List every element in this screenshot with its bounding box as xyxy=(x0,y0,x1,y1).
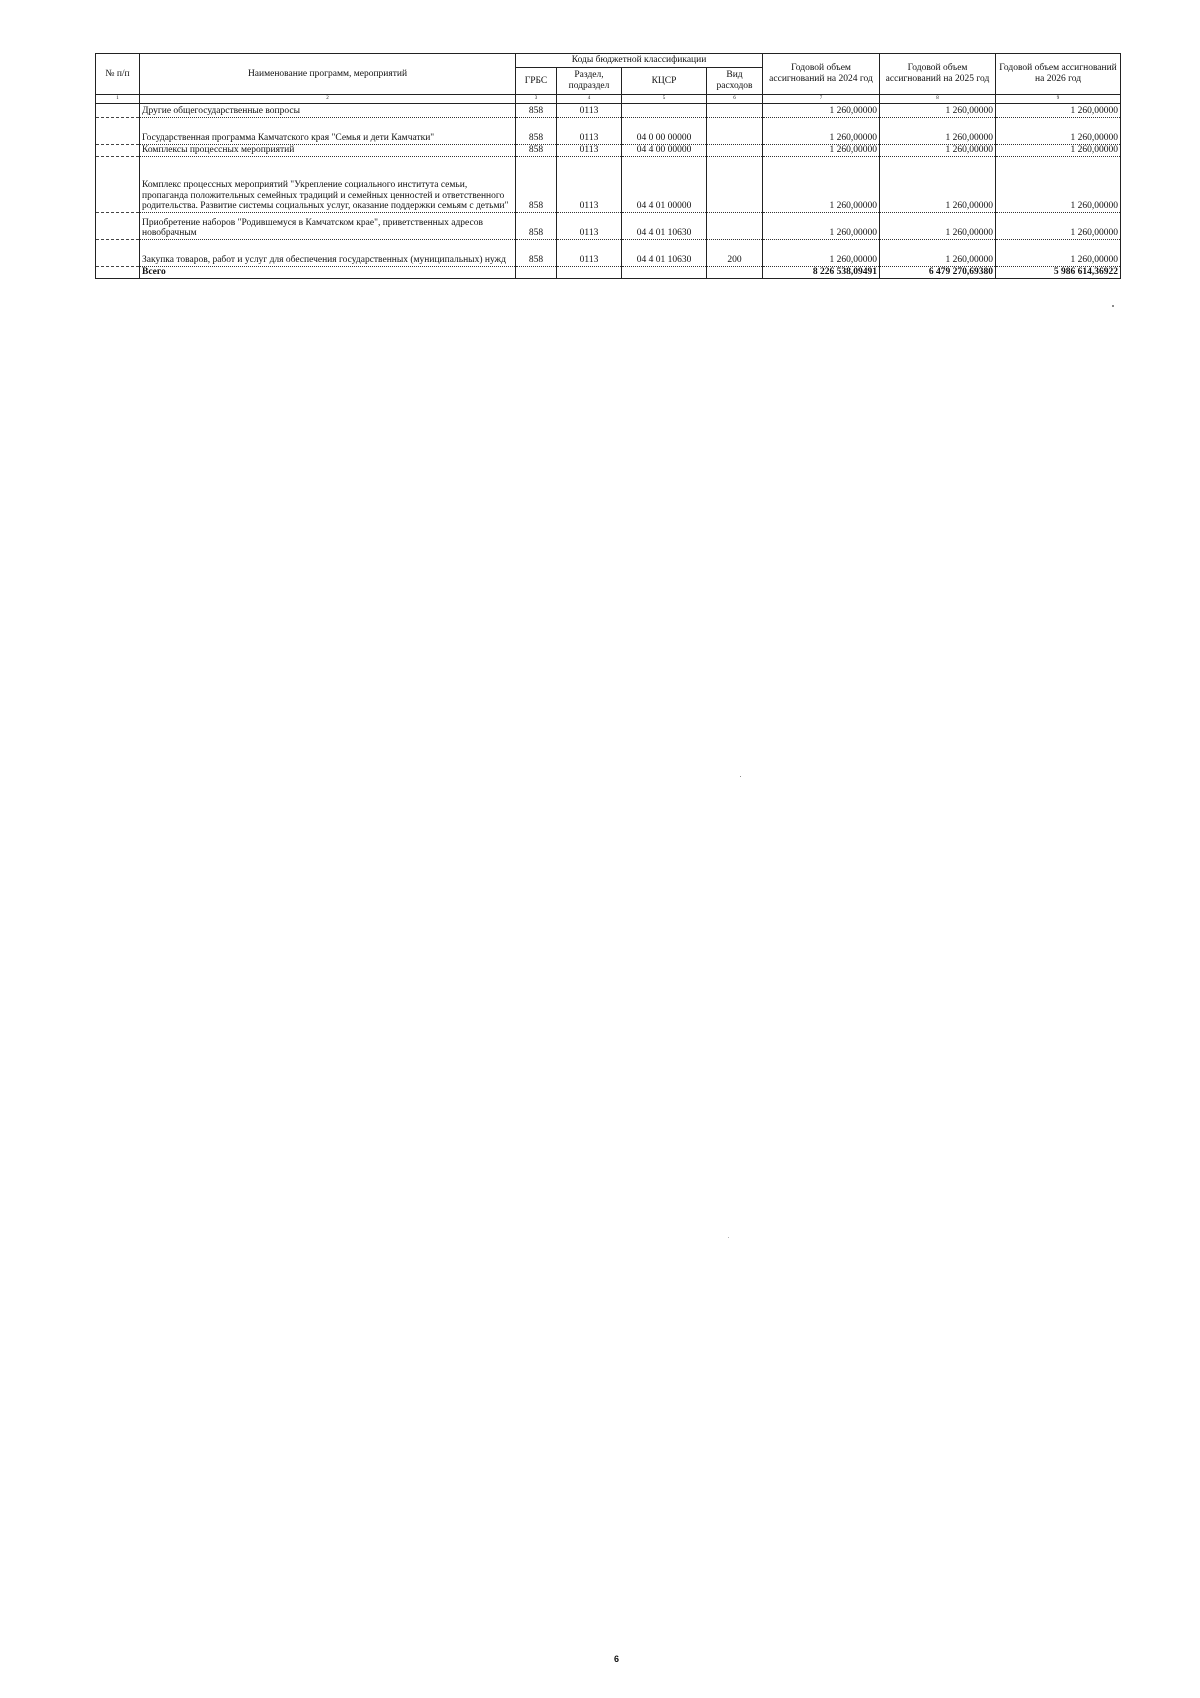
scan-speck xyxy=(728,1237,729,1238)
row-name: Приобретение наборов "Родившемуся в Камчатском крае", приветственных адресов новобрачным xyxy=(140,213,516,240)
total-row xyxy=(96,267,1121,279)
col-header-2026: Годовой объем ассигнований на 2026 год xyxy=(996,54,1121,95)
row-amount-2024: 1 260,00000 xyxy=(763,145,880,157)
row-name: Комплекс процессных мероприятий "Укрепление социального института семьи, пропаганда положительных семейных традиций и семейных ценностей и ответственного родительства. Развитие системы социальных услуг, оказание поддержки семьям с детьми" xyxy=(140,157,516,213)
col-header-codes-group: Коды бюджетной классификации xyxy=(516,54,763,68)
row-grbs: 858 xyxy=(516,240,557,267)
row-name: Закупка товаров, работ и услуг для обеспечения государственных (муниципальных) нужд xyxy=(140,240,516,267)
total-kcsr xyxy=(622,267,707,279)
total-number xyxy=(96,267,140,279)
row-name: Комплексы процессных мероприятий xyxy=(140,145,516,157)
column-number: 3 xyxy=(516,95,557,104)
column-number: 1 xyxy=(96,95,140,104)
row-number xyxy=(96,104,140,118)
row-vid xyxy=(707,157,763,213)
table-row xyxy=(96,145,1121,157)
row-kcsr: 04 4 01 00000 xyxy=(622,157,707,213)
col-header-section: Раздел, подраздел xyxy=(557,68,622,95)
col-header-grbs: ГРБС xyxy=(516,68,557,95)
row-section: 0113 xyxy=(557,118,622,145)
row-grbs: 858 xyxy=(516,145,557,157)
column-number: 5 xyxy=(622,95,707,104)
table-row xyxy=(96,104,1121,118)
col-header-2025: Годовой объем ассигнований на 2025 год xyxy=(880,54,996,95)
row-amount-2024: 1 260,00000 xyxy=(763,118,880,145)
row-section: 0113 xyxy=(557,145,622,157)
row-kcsr: 04 4 01 10630 xyxy=(622,240,707,267)
total-amount-2025: 6 479 270,69380 xyxy=(880,267,996,279)
row-number xyxy=(96,157,140,213)
row-number xyxy=(96,213,140,240)
total-label: Всего xyxy=(140,267,516,279)
column-number: 2 xyxy=(140,95,516,104)
row-amount-2024: 1 260,00000 xyxy=(763,157,880,213)
row-vid xyxy=(707,145,763,157)
table-row xyxy=(96,240,1121,267)
row-section: 0113 xyxy=(557,240,622,267)
row-kcsr: 04 4 00 00000 xyxy=(622,145,707,157)
row-kcsr: 04 0 00 00000 xyxy=(622,118,707,145)
column-number: 8 xyxy=(880,95,996,104)
row-vid: 200 xyxy=(707,240,763,267)
row-grbs: 858 xyxy=(516,157,557,213)
row-amount-2024: 1 260,00000 xyxy=(763,240,880,267)
total-amount-2026: 5 986 614,36922 xyxy=(996,267,1121,279)
scan-speck xyxy=(1112,305,1114,307)
row-name: Другие общегосударственные вопросы xyxy=(140,104,516,118)
column-number: 7 xyxy=(763,95,880,104)
row-grbs: 858 xyxy=(516,213,557,240)
row-vid xyxy=(707,213,763,240)
row-number xyxy=(96,118,140,145)
col-header-num: № п/п xyxy=(96,54,140,95)
budget-allocation-table xyxy=(95,53,1121,279)
row-amount-2025: 1 260,00000 xyxy=(880,104,996,118)
column-number: 9 xyxy=(996,95,1121,104)
row-kcsr: 04 4 01 10630 xyxy=(622,213,707,240)
row-number xyxy=(96,240,140,267)
row-kcsr xyxy=(622,104,707,118)
row-amount-2024: 1 260,00000 xyxy=(763,213,880,240)
row-vid xyxy=(707,118,763,145)
row-amount-2025: 1 260,00000 xyxy=(880,157,996,213)
scan-speck xyxy=(740,776,741,777)
col-header-name: Наименование программ, мероприятий xyxy=(140,54,516,95)
col-header-vid: Вид расходов xyxy=(707,68,763,95)
column-number: 4 xyxy=(557,95,622,104)
column-number: 6 xyxy=(707,95,763,104)
row-amount-2025: 1 260,00000 xyxy=(880,145,996,157)
row-amount-2025: 1 260,00000 xyxy=(880,118,996,145)
row-grbs: 858 xyxy=(516,118,557,145)
row-amount-2026: 1 260,00000 xyxy=(996,118,1121,145)
row-vid xyxy=(707,104,763,118)
row-grbs: 858 xyxy=(516,104,557,118)
total-section xyxy=(557,267,622,279)
row-amount-2026: 1 260,00000 xyxy=(996,145,1121,157)
row-amount-2026: 1 260,00000 xyxy=(996,213,1121,240)
row-amount-2026: 1 260,00000 xyxy=(996,157,1121,213)
row-amount-2025: 1 260,00000 xyxy=(880,240,996,267)
row-section: 0113 xyxy=(557,104,622,118)
total-grbs xyxy=(516,267,557,279)
table-row xyxy=(96,157,1121,213)
total-vid xyxy=(707,267,763,279)
row-amount-2024: 1 260,00000 xyxy=(763,104,880,118)
row-number xyxy=(96,145,140,157)
row-amount-2025: 1 260,00000 xyxy=(880,213,996,240)
table-row xyxy=(96,118,1121,145)
row-section: 0113 xyxy=(557,213,622,240)
row-name: Государственная программа Камчатского края "Семья и дети Камчатки" xyxy=(140,118,516,145)
table-row xyxy=(96,213,1121,240)
row-amount-2026: 1 260,00000 xyxy=(996,104,1121,118)
row-amount-2026: 1 260,00000 xyxy=(996,240,1121,267)
page-number: 6 xyxy=(614,1654,620,1664)
col-header-2024: Годовой объем ассигнований на 2024 год xyxy=(763,54,880,95)
col-header-kcsr: КЦСР xyxy=(622,68,707,95)
total-amount-2024: 8 226 538,09491 xyxy=(763,267,880,279)
row-section: 0113 xyxy=(557,157,622,213)
